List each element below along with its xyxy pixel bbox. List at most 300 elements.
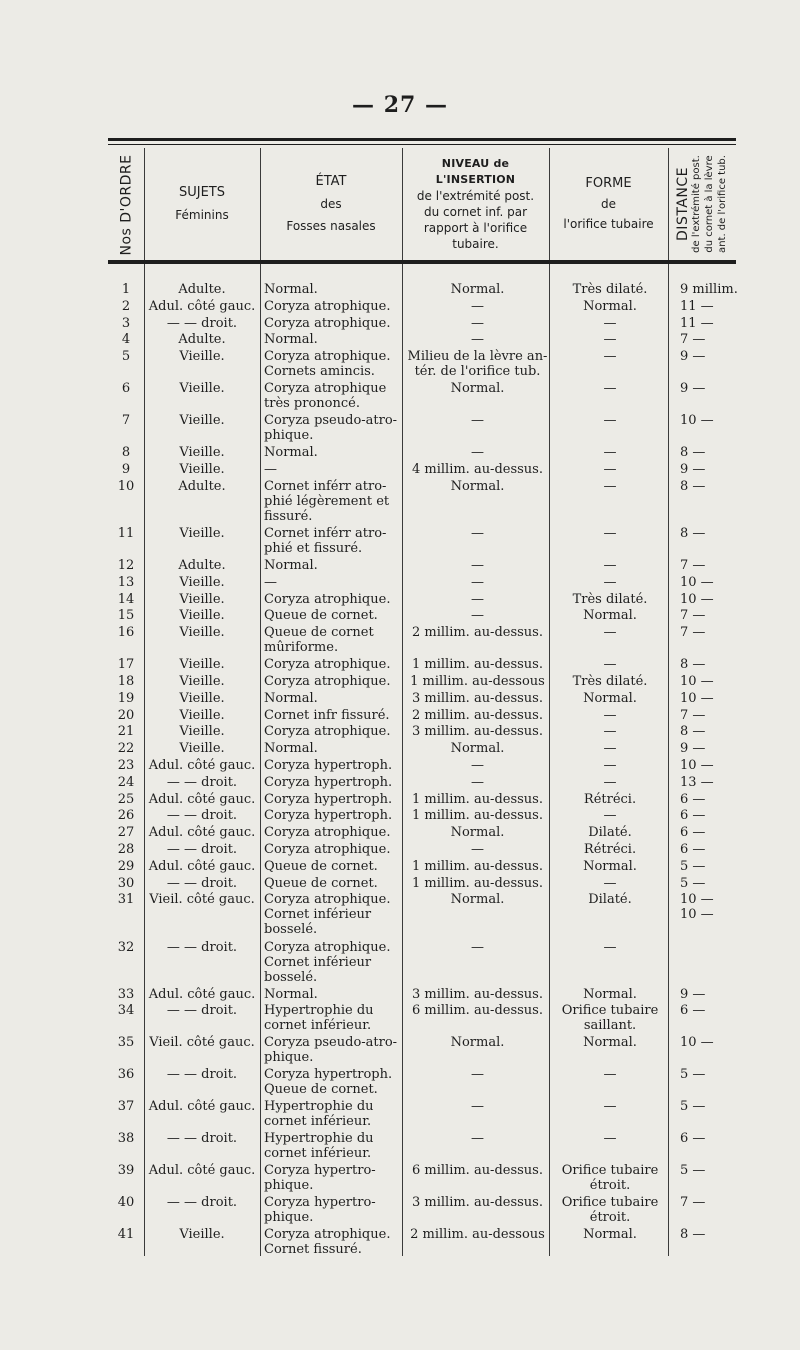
- row-etat-line: Queue de cornet.: [264, 858, 378, 874]
- row-sujet-line: Vieille.: [179, 591, 225, 607]
- row-forme-line: —: [603, 875, 617, 891]
- table-row: [0, 1195, 800, 1227]
- row-distance: [672, 708, 736, 723]
- row-distance-line: 5 —: [680, 1067, 706, 1083]
- page-number: — 27 —: [352, 92, 448, 118]
- header-niveau-line5: tubaire.: [452, 237, 499, 251]
- row-niveau: [405, 842, 550, 857]
- row-forme-line: Très dilaté.: [572, 591, 648, 607]
- header-forme-line2: de: [601, 197, 616, 211]
- row-etat-line: Coryza hypertroph.: [264, 1067, 393, 1083]
- row-niveau-line: —: [471, 1067, 484, 1083]
- row-distance-line: 7 —: [680, 608, 706, 624]
- row-niveau: [405, 1131, 550, 1146]
- row-distance: [672, 825, 736, 840]
- row-etat-line: Coryza atrophique.: [264, 892, 391, 908]
- row-niveau: [405, 792, 550, 807]
- row-etat-line: Cornet inférr atro-: [264, 478, 387, 494]
- row-etat-line: Coryza atrophique.: [264, 673, 391, 689]
- row-etat-line: Coryza atrophique.: [264, 1227, 391, 1243]
- row-niveau: [405, 825, 550, 840]
- row-niveau: [405, 859, 550, 874]
- row-distance-line: 6 —: [680, 791, 706, 807]
- row-distance-line: 10 —: [680, 907, 714, 923]
- row-forme: [551, 842, 669, 857]
- row-niveau-line: 3 millim. au-dessus.: [411, 690, 543, 706]
- row-etat-line: Coryza hypertroph.: [264, 757, 393, 773]
- row-sujet-line: Adul. côté gauc.: [148, 757, 256, 773]
- row-distance-line: 9 —: [680, 381, 706, 397]
- row-number: 41: [117, 1227, 135, 1243]
- row-etat-line: Hypertrophie du: [264, 1003, 374, 1019]
- row-sujet: [144, 462, 260, 477]
- row-forme: [551, 1195, 669, 1225]
- row-number: 15: [117, 608, 135, 624]
- row-etat-line: phique.: [264, 428, 314, 444]
- row-distance-line: 6 —: [680, 841, 706, 857]
- row-etat-line: bosselé.: [264, 969, 318, 985]
- row-etat: [264, 758, 402, 773]
- row-etat-line: Coryza pseudo-atro-: [264, 413, 398, 429]
- row-niveau-line: Normal.: [450, 381, 505, 397]
- row-niveau: [405, 316, 550, 331]
- row-sujet-line: Vieil. côté gauc.: [149, 1035, 255, 1051]
- table-row: [0, 575, 800, 592]
- row-etat-line: Normal.: [264, 282, 318, 297]
- row-distance-line: 5 —: [680, 1163, 706, 1179]
- row-forme-line: —: [603, 381, 617, 397]
- row-number: 29: [117, 858, 135, 874]
- row-etat: [264, 741, 402, 756]
- row-forme-line: —: [603, 315, 617, 331]
- row-niveau-line: —: [471, 298, 484, 314]
- row-etat-line: Coryza hypertroph.: [264, 791, 393, 807]
- header-distance-line3: du cornet à la lèvre: [704, 155, 715, 253]
- row-distance: [672, 575, 736, 590]
- row-forme: [551, 316, 669, 331]
- row-forme: [551, 892, 669, 907]
- row-forme-line: —: [603, 445, 617, 461]
- row-distance: [672, 724, 736, 739]
- row-sujet-line: Vieille.: [179, 707, 225, 723]
- row-forme-line: Normal.: [583, 986, 637, 1002]
- table-row: [0, 708, 800, 725]
- row-etat-line: Hypertrophie du: [264, 1131, 374, 1147]
- row-etat: [264, 1227, 402, 1257]
- row-number: 14: [117, 591, 135, 607]
- row-sujet: [144, 758, 260, 773]
- row-distance-line: 9 —: [680, 986, 706, 1002]
- row-sujet-line: Adul. côté gauc.: [148, 791, 256, 807]
- row-sujet-line: — — droit.: [166, 315, 238, 331]
- row-sujet: [144, 479, 260, 494]
- table-row: [0, 381, 800, 413]
- row-niveau-line: —: [471, 774, 484, 790]
- row-sujet: [144, 1035, 260, 1050]
- row-forme: [551, 445, 669, 460]
- row-niveau: [405, 1035, 550, 1050]
- row-sujet-line: — — droit.: [166, 808, 238, 824]
- row-sujet: [144, 332, 260, 347]
- table-row: [0, 608, 800, 625]
- row-sujet: [144, 892, 260, 907]
- row-sujet: [144, 808, 260, 823]
- row-niveau: [405, 1003, 550, 1018]
- row-distance: [672, 808, 736, 823]
- row-niveau: [405, 1099, 550, 1114]
- row-etat-line: Coryza atrophique: [264, 381, 387, 397]
- row-forme-line: —: [603, 349, 617, 365]
- row-etat-line: cornet inférieur.: [264, 1018, 372, 1034]
- row-distance-line: 7 —: [680, 1195, 706, 1211]
- header-rule: [108, 260, 736, 264]
- row-etat-line: phique.: [264, 1210, 314, 1226]
- table-row: [0, 674, 800, 691]
- table-row: [0, 775, 800, 792]
- row-sujet: [144, 299, 260, 314]
- row-forme-line: Dilaté.: [588, 892, 632, 908]
- row-niveau-line: 2 millim. au-dessous: [410, 1227, 545, 1243]
- row-sujet: [144, 445, 260, 460]
- row-sujet: [144, 1227, 260, 1242]
- row-forme: [551, 558, 669, 573]
- row-number: 8: [121, 445, 131, 461]
- row-distance: [672, 741, 736, 756]
- row-sujet: [144, 526, 260, 541]
- row-niveau-line: —: [471, 608, 484, 624]
- row-distance: [672, 1067, 736, 1082]
- row-distance: [672, 479, 736, 494]
- row-number: 1: [121, 282, 131, 297]
- row-etat: [264, 558, 402, 573]
- row-etat-line: —: [264, 574, 277, 590]
- row-distance: [672, 1035, 736, 1050]
- row-etat: [264, 1099, 402, 1129]
- row-etat-line: Cornet infr fissuré.: [264, 707, 390, 723]
- row-distance-line: 7 —: [680, 707, 706, 723]
- row-distance: [672, 892, 736, 922]
- row-niveau-line: —: [471, 557, 484, 573]
- row-niveau-line: —: [471, 757, 484, 773]
- row-etat: [264, 282, 402, 297]
- row-etat: [264, 724, 402, 739]
- row-etat-line: mûriforme.: [264, 640, 339, 656]
- row-forme-line: Très dilaté.: [572, 673, 648, 689]
- row-sujet-line: Vieille.: [179, 461, 225, 477]
- row-etat-line: Normal.: [264, 986, 318, 1002]
- row-sujet-line: Adul. côté gauc.: [148, 858, 256, 874]
- row-distance: [672, 592, 736, 607]
- row-niveau-line: 1 millim. au-dessus.: [411, 808, 543, 824]
- row-etat-line: fissuré.: [264, 508, 313, 524]
- row-sujet-line: Vieille.: [179, 724, 225, 740]
- row-etat: [264, 445, 402, 460]
- row-niveau-line: Milieu de la lèvre an-: [407, 349, 548, 365]
- table-row: [0, 859, 800, 876]
- header-forme-line1: FORME: [585, 176, 632, 191]
- row-niveau: [405, 1195, 550, 1210]
- table-row: [0, 691, 800, 708]
- row-etat-line: Normal.: [264, 557, 318, 573]
- row-etat-line: phié et fissuré.: [264, 540, 363, 556]
- row-niveau-line: —: [471, 445, 484, 461]
- row-number: 35: [117, 1035, 135, 1051]
- top-rule: [108, 138, 736, 141]
- row-forme: [551, 592, 669, 607]
- row-number: 34: [117, 1003, 135, 1019]
- row-forme-line: —: [603, 1067, 617, 1083]
- row-sujet: [144, 708, 260, 723]
- row-forme: [551, 792, 669, 807]
- row-niveau: [405, 987, 550, 1002]
- row-etat-line: Normal.: [264, 332, 318, 348]
- row-etat: [264, 987, 402, 1002]
- header-etat: [260, 150, 402, 258]
- row-forme-line: —: [603, 774, 617, 790]
- row-niveau: [405, 625, 550, 640]
- row-distance: [672, 526, 736, 541]
- row-etat-line: Coryza atrophique.: [264, 825, 391, 841]
- row-etat: [264, 892, 402, 937]
- row-forme: [551, 332, 669, 347]
- row-distance: [672, 691, 736, 706]
- table-row: [0, 892, 800, 939]
- row-sujet-line: Vieille.: [179, 673, 225, 689]
- header-sujets: [144, 150, 260, 258]
- row-forme: [551, 381, 669, 396]
- table-row: [0, 1227, 800, 1259]
- row-forme: [551, 413, 669, 428]
- table-row: [0, 741, 800, 758]
- row-sujet: [144, 349, 260, 364]
- row-sujet: [144, 575, 260, 590]
- row-distance-line: 6 —: [680, 1131, 706, 1147]
- row-etat: [264, 575, 402, 590]
- row-distance-line: 5 —: [680, 1099, 706, 1115]
- row-niveau-line: 2 millim. au-dessus.: [411, 707, 543, 723]
- row-forme-line: Rétréci.: [583, 841, 637, 857]
- row-forme: [551, 825, 669, 840]
- row-sujet: [144, 608, 260, 623]
- row-sujet-line: Vieille.: [179, 525, 225, 541]
- row-etat-line: bosselé.: [264, 922, 318, 938]
- row-distance-line: 7 —: [680, 625, 706, 641]
- row-number: 39: [117, 1163, 135, 1179]
- row-distance: [672, 381, 736, 396]
- row-number: 12: [117, 557, 135, 573]
- row-distance-line: 5 —: [680, 858, 706, 874]
- header-niveau-line3: du cornet inf. par: [423, 205, 528, 219]
- row-niveau-line: 1 millim. au-dessus.: [411, 875, 543, 891]
- row-niveau: [405, 741, 550, 756]
- row-sujet: [144, 1163, 260, 1178]
- row-sujet: [144, 1131, 260, 1146]
- row-sujet: [144, 1099, 260, 1114]
- row-forme: [551, 657, 669, 672]
- row-etat: [264, 691, 402, 706]
- row-etat-line: Coryza atrophique.: [264, 724, 391, 740]
- row-distance: [672, 792, 736, 807]
- header-distance-line4: ant. de l'orifice tub.: [717, 155, 728, 253]
- row-distance: [672, 876, 736, 891]
- row-etat: [264, 1035, 402, 1065]
- row-niveau: [405, 1227, 550, 1242]
- row-etat: [264, 608, 402, 623]
- row-forme-line: —: [603, 332, 617, 348]
- row-etat: [264, 299, 402, 314]
- row-sujet-line: — — droit.: [166, 1195, 238, 1211]
- row-forme-line: —: [603, 557, 617, 573]
- row-sujet-line: Vieille.: [179, 608, 225, 624]
- row-etat-line: Queue de cornet.: [264, 875, 378, 891]
- row-etat-line: Cornet inférr atro-: [264, 525, 387, 541]
- row-forme-line: Normal.: [583, 1035, 637, 1051]
- row-niveau: [405, 299, 550, 314]
- row-etat-line: Coryza hypertroph.: [264, 808, 393, 824]
- row-forme: [551, 691, 669, 706]
- row-niveau-line: 6 millim. au-dessus.: [411, 1003, 543, 1019]
- row-forme-line: —: [603, 707, 617, 723]
- table-row: [0, 282, 800, 299]
- row-sujet: [144, 792, 260, 807]
- row-niveau-line: Normal.: [450, 478, 505, 494]
- row-distance: [672, 299, 736, 314]
- row-distance-line: 9 —: [680, 461, 706, 477]
- row-sujet-line: — — droit.: [166, 1067, 238, 1083]
- row-forme: [551, 674, 669, 689]
- row-sujet-line: — — droit.: [166, 774, 238, 790]
- row-niveau: [405, 381, 550, 396]
- table-row: [0, 825, 800, 842]
- row-distance-line: 10 —: [680, 892, 714, 908]
- row-forme-line: Rétréci.: [583, 791, 637, 807]
- row-niveau-line: —: [471, 525, 484, 541]
- row-etat-line: Coryza atrophique.: [264, 591, 391, 607]
- row-etat-line: Coryza atrophique.: [264, 657, 391, 673]
- table-row: [0, 657, 800, 674]
- table-row: [0, 445, 800, 462]
- row-number: 9: [121, 461, 131, 477]
- table-row: [0, 479, 800, 526]
- row-distance-line: 11 —: [680, 315, 714, 331]
- row-niveau: [405, 445, 550, 460]
- row-niveau-line: —: [471, 1099, 484, 1115]
- row-niveau-line: —: [471, 841, 484, 857]
- row-niveau-line: —: [471, 332, 484, 348]
- row-number: 24: [117, 774, 135, 790]
- row-etat: [264, 479, 402, 524]
- table-row: [0, 1163, 800, 1195]
- table-row: [0, 842, 800, 859]
- row-sujet: [144, 775, 260, 790]
- row-distance: [672, 859, 736, 874]
- row-number: 17: [117, 657, 135, 673]
- row-sujet-line: Adulte.: [178, 478, 226, 494]
- row-distance: [672, 282, 736, 297]
- row-sujet: [144, 859, 260, 874]
- row-distance: [672, 657, 736, 672]
- table-row: [0, 724, 800, 741]
- row-distance: [672, 842, 736, 857]
- row-distance: [672, 1003, 736, 1018]
- row-sujet-line: Vieille.: [179, 445, 225, 461]
- row-forme-line: —: [603, 625, 617, 641]
- row-forme: [551, 625, 669, 640]
- row-distance: [672, 758, 736, 773]
- row-etat-line: Cornet inférieur: [264, 954, 372, 970]
- row-forme: [551, 808, 669, 823]
- row-forme-line: Orifice tubaire: [561, 1003, 659, 1019]
- row-distance: [672, 625, 736, 640]
- row-etat-line: Coryza atrophique.: [264, 349, 391, 365]
- row-etat: [264, 940, 402, 985]
- row-sujet-line: — — droit.: [166, 1003, 238, 1019]
- row-niveau: [405, 413, 550, 428]
- row-forme-line: —: [603, 461, 617, 477]
- row-niveau: [405, 691, 550, 706]
- row-etat: [264, 1003, 402, 1033]
- row-distance-line: 11 —: [680, 298, 714, 314]
- row-sujet: [144, 625, 260, 640]
- row-number: 22: [117, 741, 135, 757]
- row-forme: [551, 940, 669, 955]
- row-forme: [551, 741, 669, 756]
- table-body: [0, 282, 800, 1259]
- row-etat-line: Coryza atrophique.: [264, 939, 391, 955]
- row-number: 18: [117, 673, 135, 689]
- row-etat-line: phique.: [264, 1178, 314, 1194]
- row-etat: [264, 1163, 402, 1193]
- row-distance: [672, 987, 736, 1002]
- row-etat: [264, 708, 402, 723]
- row-niveau: [405, 592, 550, 607]
- row-number: 31: [117, 892, 135, 908]
- table-row: [0, 558, 800, 575]
- row-number: 33: [117, 986, 135, 1002]
- row-sujet: [144, 1003, 260, 1018]
- row-number: 5: [121, 349, 131, 365]
- row-number: 16: [117, 625, 135, 641]
- row-number: 21: [117, 724, 135, 740]
- table-row: [0, 792, 800, 809]
- row-distance: [672, 445, 736, 460]
- row-sujet-line: — — droit.: [166, 939, 238, 955]
- row-forme: [551, 349, 669, 364]
- row-distance: [672, 332, 736, 347]
- row-forme-line: étroit.: [589, 1178, 631, 1194]
- row-niveau-line: 2 millim. au-dessus.: [411, 625, 543, 641]
- row-forme-line: Orifice tubaire: [561, 1195, 659, 1211]
- row-sujet: [144, 657, 260, 672]
- row-distance-line: 6 —: [680, 1003, 706, 1019]
- row-number: 32: [117, 939, 135, 955]
- table-row: [0, 876, 800, 893]
- row-distance-line: 7 —: [680, 557, 706, 573]
- row-distance-line: 8 —: [680, 445, 706, 461]
- row-etat-line: phié légèrement et: [264, 493, 390, 509]
- row-number: 27: [117, 825, 135, 841]
- row-sujet-line: Vieille.: [179, 574, 225, 590]
- row-niveau: [405, 674, 550, 689]
- row-etat: [264, 349, 402, 379]
- row-etat-line: Queue de cornet: [264, 625, 374, 641]
- table-row: [0, 1067, 800, 1099]
- row-sujet-line: — — droit.: [166, 1131, 238, 1147]
- row-etat: [264, 825, 402, 840]
- row-sujet-line: Vieille.: [179, 349, 225, 365]
- header-sujets-line2: Féminins: [175, 208, 229, 222]
- row-forme-line: étroit.: [589, 1210, 631, 1226]
